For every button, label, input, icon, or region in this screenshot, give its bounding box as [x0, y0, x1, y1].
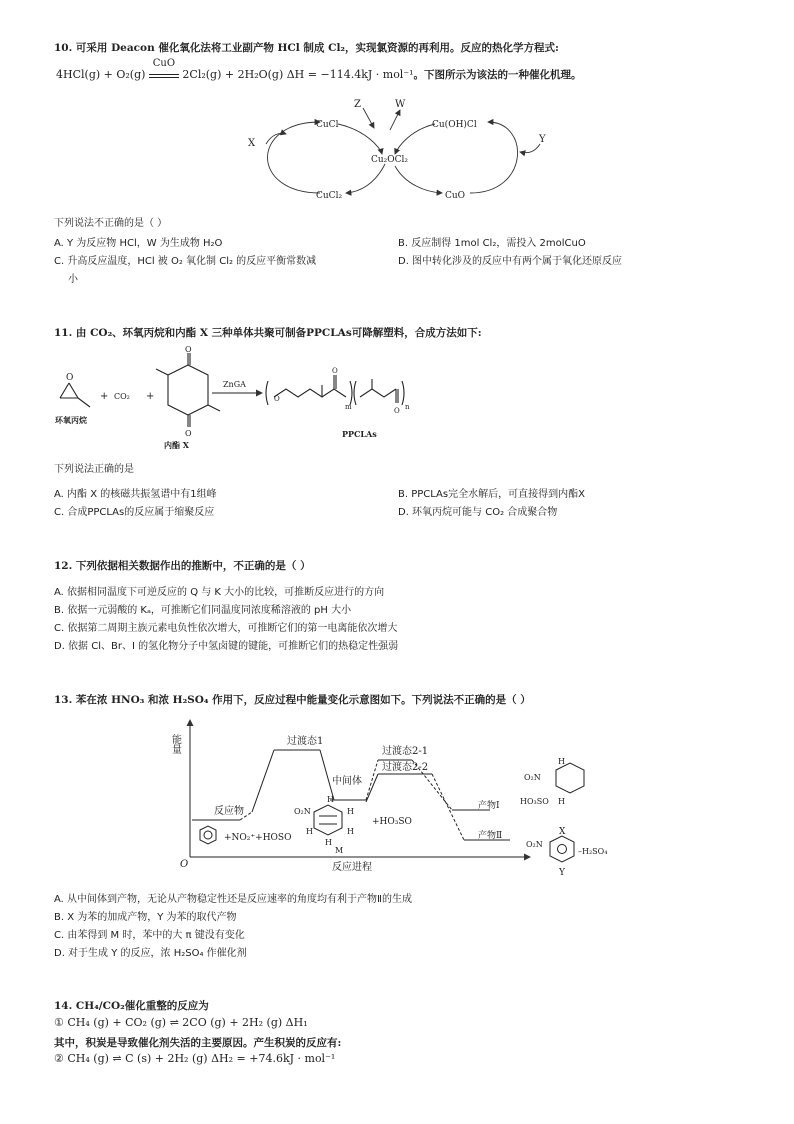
q14-equation-2: ② CH₄ (g) ⇌ C (s) + 2H₂ (g) ΔH₂ = +74.6kJ · mol⁻¹: [54, 1052, 336, 1065]
q10-catalyst: CuO: [152, 58, 176, 69]
product-x-hoso: HO₃SO: [520, 797, 549, 806]
q10-node-cu2ocl2: Cu₂OCl₂: [371, 155, 409, 165]
q10-node-cucl2: CuCl₂: [316, 191, 343, 201]
q10-x-arrow: [266, 133, 286, 144]
q12-option-d: D. 依据 Cl、Br、I 的氢化物分子中氢卤键的键能，可推断它们的热稳定性强弱: [54, 641, 399, 652]
q12-option-b: B. 依据一元弱酸的 Kₐ，可推断它们同温度同浓度稀溶液的 pH 大小: [54, 605, 352, 616]
q10-node-cuo: CuO: [445, 191, 466, 201]
epoxide-structure: [60, 383, 90, 407]
q10-option-b: B. 反应制得 1mol Cl₂，需投入 2molCuO: [398, 238, 586, 249]
epoxide-label: 环氧丙烷: [55, 415, 87, 425]
product-x-h-top: H: [558, 757, 565, 766]
q13-option-d: D. 对于生成 Y 的反应，浓 H₂SO₄ 作催化剂: [54, 948, 247, 959]
q11-option-b: B. PPCLAs完全水解后，可直接得到内酯X: [398, 489, 585, 500]
q11-prompt: 下列说法正确的是: [54, 464, 134, 475]
q10-cu2ocl2-to-cucl2-arc: [346, 164, 385, 193]
product-x-o2n: O₂N: [524, 773, 541, 782]
q12-option-a: A. 依据相同温度下可逆反应的 Q 与 K 大小的比较，可推断反应进行的方向: [54, 587, 385, 598]
ts21-label: 过渡态2-1: [382, 746, 429, 757]
q10-right-arc: [470, 122, 518, 193]
q10-w-arrow: [390, 110, 400, 130]
lactone-structure: [156, 353, 220, 427]
q14-equation-1: ① CH₄ (g) + CO₂ (g) ⇌ 2CO (g) + 2H₂ (g) ΔH₁: [54, 1016, 308, 1029]
intermediate-h-bottom: H: [325, 838, 332, 847]
polymer-n: n: [405, 403, 410, 411]
q10-option-c: C. 升高反应温度，HCl 被 O₂ 氧化制 Cl₂ 的反应平衡常数减: [54, 256, 317, 267]
q10-equation-left: 4HCl(g) + O₂(g): [56, 68, 146, 81]
q13-stem: 13. 苯在浓 HNO₃ 和浓 H₂SO₄ 作用下，反应过程中能量变化示意图如下。下列说法不正确的是（ ）: [54, 694, 531, 706]
q10-label-w: W: [395, 99, 406, 110]
q10-node-cuohcl: Cu(OH)Cl: [432, 120, 477, 130]
benzene-reactant-structure: [200, 826, 216, 844]
catalyst-label: ZnGA: [223, 380, 246, 389]
q13-option-b: B. X 为苯的加成产物，Y 为苯的取代产物: [54, 912, 237, 923]
q10-equation: [56, 58, 582, 82]
ts1-label: 过渡态1: [287, 736, 324, 747]
q10-equation-right: 2Cl₂(g) + 2H₂O(g) ΔH = −114.4kJ · mol⁻¹: [182, 68, 414, 81]
polymer-m: m: [345, 403, 352, 411]
product-y-structure: [550, 836, 574, 862]
q12-option-c: C. 依据第二周期主族元素电负性依次增大，可推断它们的第一电离能依次增大: [54, 623, 398, 634]
q10-z-arrow: [363, 108, 374, 128]
q10-equation-arrow: [149, 58, 179, 78]
product-x-structure: [556, 763, 584, 793]
intermediate-h-top: H: [327, 795, 334, 804]
q14-stem: 14. CH₄/CO₂催化重整的反应为: [54, 1000, 209, 1012]
intermediate-o2n: O₂N: [294, 807, 311, 816]
product-y-o2n: O₂N: [526, 840, 543, 849]
q11-synthesis-diagram: [50, 343, 420, 453]
lactone-bottom-o: O: [185, 429, 192, 438]
q10-y-arrow: [520, 144, 540, 153]
lactone-top-o: O: [185, 345, 192, 354]
polymer-o-1: O: [274, 395, 280, 403]
plus-1: +: [100, 391, 109, 402]
product2-label: 产物Ⅱ: [478, 831, 503, 841]
q10-option-d: D. 图中转化涉及的反应中有两个属于氧化还原反应: [398, 256, 623, 267]
q13-option-c: C. 由苯得到 M 时，苯中的大 π 键没有变化: [54, 930, 245, 941]
q10-prompt: 下列说法不正确的是（ ）: [54, 218, 168, 229]
polymer-o-3: O: [394, 407, 400, 415]
q10-catalytic-cycle-diagram: [230, 92, 570, 212]
hoso-label: +HO₃SO: [372, 817, 412, 827]
q10-cucl-to-cu2ocl2-arc: [338, 124, 382, 154]
q10-cu2ocl2-to-cuo-arc: [395, 166, 442, 193]
q10-cuohcl-to-cu2ocl2-arc: [395, 124, 435, 154]
q10-left-upper-arc: [268, 122, 321, 193]
polymer-structure: [266, 375, 404, 405]
polymer-label: PPCLAs: [342, 429, 377, 439]
y-axis-label: 能量: [169, 734, 181, 754]
intermediate-label: 中间体: [332, 776, 362, 787]
q11-stem: 11. 由 CO₂、环氧丙烷和内酯 X 三种单体共聚可制备PPCLAs可降解塑料，合成方法如下:: [54, 327, 482, 339]
q11-option-d: D. 环氧丙烷可能与 CO₂ 合成聚合物: [398, 507, 558, 518]
plus-2: +: [146, 391, 155, 402]
q10-label-z: Z: [354, 99, 361, 110]
q13-energy-diagram: [169, 712, 612, 882]
q13-option-a: A. 从中间体到产物，无论从产物稳定性还是反应速率的角度均有利于产物Ⅱ的生成: [54, 894, 412, 905]
q10-option-c-continued: 小: [68, 274, 78, 285]
q10-equation-tail: 。下图所示为该法的一种催化机理。: [413, 69, 582, 81]
x-axis-label: 反应进程: [332, 862, 372, 873]
q10-label-x: X: [248, 138, 256, 149]
product-y-x-label: X: [559, 827, 566, 837]
intermediate-h-bottom-right: H: [347, 827, 354, 836]
product-x-h-bottom: H: [558, 797, 565, 806]
co2-label: CO₂: [114, 392, 130, 401]
q14-note: 其中，积炭是导致催化剂失活的主要原因。产生积炭的反应有:: [54, 1037, 342, 1049]
origin-label: O: [180, 859, 189, 870]
ts22-label: 过渡态2-2: [382, 762, 429, 773]
q10-stem: 10. 可采用 Deacon 催化氧化法将工业副产物 HCl 制成 Cl₂，实现氯资源的再利用。反应的热化学方程式:: [54, 42, 559, 54]
q11-option-a: A. 内酯 X 的核磁共振氢谱中有1组峰: [54, 489, 217, 500]
intermediate-h-right: H: [347, 807, 354, 816]
epoxide-o-label: O: [66, 373, 74, 383]
product-y-h2so4: –H₂SO₄: [578, 847, 608, 856]
reactant-formula: +NO₂⁺+HOSO: [224, 833, 292, 843]
q10-label-y: Y: [539, 134, 546, 145]
intermediate-m-label: M: [335, 846, 344, 855]
product1-label: 产物Ⅰ: [478, 801, 500, 811]
intermediate-m-structure: [314, 805, 342, 835]
product-y-y-label: Y: [559, 868, 565, 878]
q10-option-a: A. Y 为反应物 HCl，W 为生成物 H₂O: [54, 238, 223, 249]
intermediate-h-left: H: [306, 827, 313, 836]
q10-node-cucl: CuCl: [316, 120, 339, 130]
reactant-label: 反应物: [214, 806, 244, 817]
polymer-o-2: O: [332, 367, 338, 375]
lactone-label: 内酯 X: [164, 440, 189, 450]
q11-option-c: C. 合成PPCLAs的反应属于缩聚反应: [54, 507, 215, 518]
q12-stem: 12. 下列依据相关数据作出的推断中，不正确的是（ ）: [54, 560, 311, 572]
